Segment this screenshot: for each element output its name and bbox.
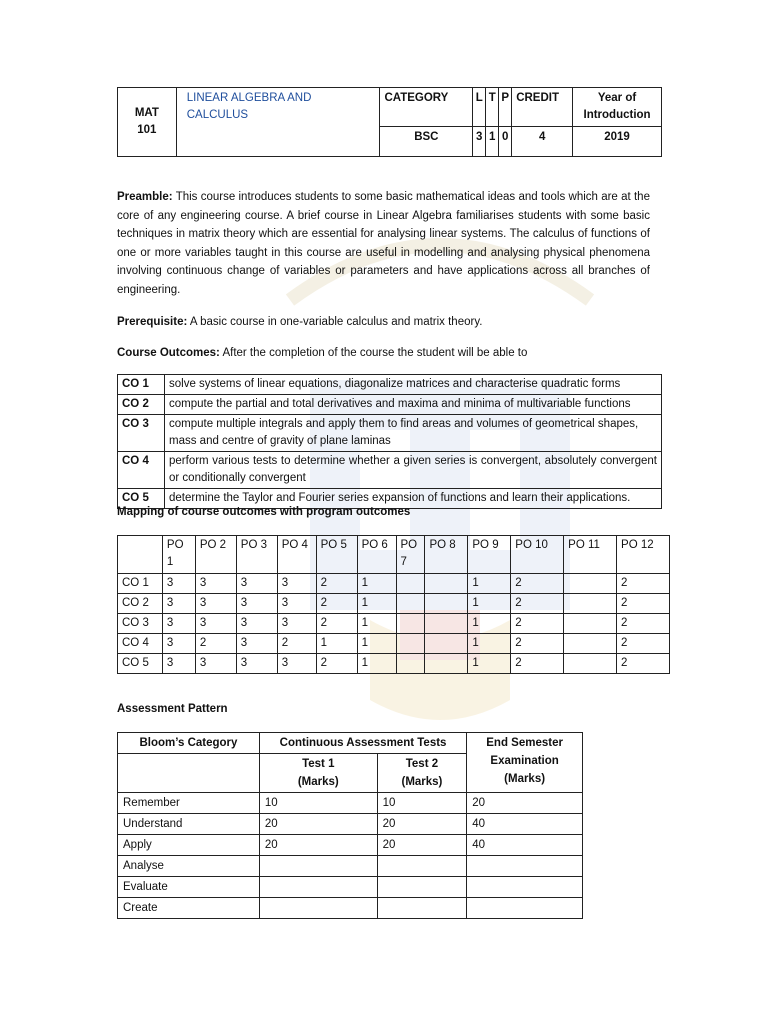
co-text: solve systems of linear equations, diagonalize matrices and characterise quadratic forms (165, 375, 662, 395)
mapping-cell (396, 614, 425, 634)
mapping-cell (396, 574, 425, 594)
assessment-cell (377, 877, 467, 898)
prerequisite-text: A basic course in one-variable calculus and matrix theory. (189, 316, 483, 328)
l-label: L (473, 88, 486, 127)
mapping-cell (425, 654, 468, 674)
assessment-title: Assessment Pattern (117, 703, 228, 715)
mapping-cell: 2 (617, 594, 670, 614)
cat-header: Continuous Assessment Tests (259, 733, 466, 754)
mapping-cell: 3 (277, 614, 316, 634)
mapping-cell: 1 (468, 634, 511, 654)
assessment-cell (377, 898, 467, 919)
mapping-cell (425, 594, 468, 614)
course-outcomes-table (117, 374, 662, 509)
mapping-cell (425, 614, 468, 634)
mapping-cell: 1 (468, 594, 511, 614)
mapping-cell: 2 (617, 614, 670, 634)
mapping-table (117, 535, 670, 674)
co-code: CO 3 (118, 415, 165, 452)
mapping-header-cell: PO 5 (316, 536, 357, 574)
mapping-cell: 3 (195, 574, 236, 594)
mapping-header-cell: PO 2 (195, 536, 236, 574)
credit-value: 4 (512, 127, 573, 157)
assessment-table (117, 732, 583, 919)
prerequisite-label: Prerequisite: (117, 316, 188, 328)
mapping-cell: 2 (316, 574, 357, 594)
mapping-cell: 3 (162, 614, 195, 634)
test1-header (259, 754, 377, 793)
assessment-cell: Remember (118, 793, 260, 814)
assessment-cell: 10 (259, 793, 377, 814)
table-row (118, 415, 662, 452)
mapping-cell: 1 (357, 634, 396, 654)
mapping-cell (564, 594, 617, 614)
mapping-cell: 3 (195, 654, 236, 674)
mapping-header-cell: PO 10 (511, 536, 564, 574)
table-row (118, 898, 583, 919)
course-header-table (117, 87, 662, 157)
blooms-header: Bloom’s Category (118, 733, 260, 754)
co-text: compute the partial and total derivatives and maxima and minima of multivariable functions (165, 395, 662, 415)
table-row (118, 452, 662, 489)
mapping-header-cell (118, 536, 163, 574)
mapping-cell (564, 654, 617, 674)
course-outcomes-text: After the completion of the course the student will be able to (222, 347, 528, 359)
mapping-header-cell: PO 9 (468, 536, 511, 574)
co-code: CO 1 (118, 375, 165, 395)
table-row (118, 877, 583, 898)
assessment-cell (259, 877, 377, 898)
mapping-header-cell: PO 8 (425, 536, 468, 574)
mapping-cell: 3 (162, 594, 195, 614)
mapping-cell (564, 614, 617, 634)
mapping-cell: 2 (511, 654, 564, 674)
mapping-cell: 3 (236, 634, 277, 654)
mapping-cell: 1 (357, 594, 396, 614)
prerequisite-paragraph (117, 313, 650, 332)
mapping-cell (396, 594, 425, 614)
table-row (118, 634, 670, 654)
assessment-cell: 20 (377, 835, 467, 856)
mapping-cell: 2 (277, 634, 316, 654)
mapping-cell: 1 (357, 614, 396, 634)
mapping-cell (425, 574, 468, 594)
assessment-cell: 20 (259, 814, 377, 835)
mapping-title: Mapping of course outcomes with program outcomes (117, 506, 411, 518)
mapping-cell: 2 (195, 634, 236, 654)
mapping-cell (396, 654, 425, 674)
category-value: BSC (380, 127, 473, 157)
mapping-cell: 2 (511, 614, 564, 634)
mapping-cell: 1 (468, 614, 511, 634)
co-text: determine the Taylor and Fourier series expansion of functions and learn their applications. (165, 489, 662, 509)
category-label: CATEGORY (380, 88, 473, 127)
table-row (118, 574, 670, 594)
assessment-cell: Understand (118, 814, 260, 835)
p-value: 0 (499, 127, 512, 157)
test1-line1: Test 1 (302, 758, 335, 770)
preamble-paragraph (117, 188, 650, 299)
end-header-line3: (Marks) (504, 773, 546, 785)
test1-line2: (Marks) (297, 776, 339, 788)
year-label-line2: Introduction (583, 109, 651, 121)
assessment-cell: Create (118, 898, 260, 919)
assessment-cell (467, 856, 583, 877)
co-text: compute multiple integrals and apply them to find areas and volumes of geometrical shapes, mass and centre of gravity of plane laminas (165, 415, 662, 452)
co-code: CO 4 (118, 452, 165, 489)
credit-label: CREDIT (512, 88, 573, 127)
mapping-cell (425, 634, 468, 654)
mapping-cell: 3 (277, 594, 316, 614)
mapping-cell: 1 (468, 574, 511, 594)
table-row (118, 375, 662, 395)
assessment-cell (467, 898, 583, 919)
mapping-cell: 3 (277, 654, 316, 674)
mapping-header-cell: PO 3 (236, 536, 277, 574)
mapping-cell: CO 5 (118, 654, 163, 674)
assessment-cell: Apply (118, 835, 260, 856)
assessment-cell: 10 (377, 793, 467, 814)
preamble-label: Preamble: (117, 191, 173, 203)
mapping-cell: 2 (316, 594, 357, 614)
course-title: LINEAR ALGEBRA AND CALCULUS (176, 88, 380, 157)
assessment-cell: 20 (259, 835, 377, 856)
mapping-cell: CO 4 (118, 634, 163, 654)
mapping-cell: 2 (617, 574, 670, 594)
mapping-header-cell: PO 6 (357, 536, 396, 574)
mapping-cell: 1 (357, 574, 396, 594)
table-row (118, 395, 662, 415)
mapping-cell: CO 1 (118, 574, 163, 594)
assessment-cell (259, 898, 377, 919)
test2-line1: Test 2 (405, 758, 439, 770)
t-label: T (486, 88, 499, 127)
mapping-header-cell: PO 7 (396, 536, 425, 574)
assessment-cell: 20 (467, 793, 583, 814)
mapping-cell: 2 (617, 634, 670, 654)
assessment-cell: 20 (377, 814, 467, 835)
mapping-cell: 3 (195, 614, 236, 634)
mapping-header-cell: PO 4 (277, 536, 316, 574)
mapping-header-cell: PO 1 (162, 536, 195, 574)
mapping-cell: 3 (162, 634, 195, 654)
mapping-cell: 3 (236, 594, 277, 614)
year-label-line1: Year of (597, 92, 637, 104)
mapping-cell: 2 (316, 614, 357, 634)
co-code: CO 5 (118, 489, 165, 509)
table-header-row (118, 733, 583, 754)
assessment-cell (259, 856, 377, 877)
table-row (118, 793, 583, 814)
mapping-cell: 3 (162, 574, 195, 594)
mapping-cell: 2 (316, 654, 357, 674)
mapping-cell: 3 (236, 614, 277, 634)
assessment-cell: Evaluate (118, 877, 260, 898)
mapping-cell: CO 3 (118, 614, 163, 634)
mapping-cell: 2 (511, 594, 564, 614)
mapping-cell: 3 (162, 654, 195, 674)
end-header-line1: End Semester (486, 737, 563, 749)
course-code-line2: 101 (137, 124, 157, 136)
mapping-cell: 1 (468, 654, 511, 674)
assessment-cell: 40 (467, 835, 583, 856)
table-row (118, 654, 670, 674)
year-value: 2019 (573, 127, 662, 157)
table-row (118, 614, 670, 634)
mapping-cell: 2 (617, 654, 670, 674)
table-row (118, 814, 583, 835)
mapping-header-cell: PO 11 (564, 536, 617, 574)
mapping-cell (564, 574, 617, 594)
year-label (573, 88, 662, 127)
mapping-header-cell: PO 12 (617, 536, 670, 574)
assessment-cell (467, 877, 583, 898)
end-semester-header (467, 733, 583, 793)
assessment-cell: 40 (467, 814, 583, 835)
table-row (118, 835, 583, 856)
end-header-line2: Examination (490, 755, 559, 767)
course-outcomes-intro (117, 344, 650, 363)
blooms-blank (118, 754, 260, 793)
co-text: perform various tests to determine whether a given series is convergent, absolutely convergent or conditionally convergent (165, 452, 662, 489)
mapping-cell (564, 634, 617, 654)
test2-line2: (Marks) (401, 776, 443, 788)
mapping-cell: 1 (316, 634, 357, 654)
test2-header (377, 754, 467, 793)
mapping-cell: 2 (511, 574, 564, 594)
mapping-cell: 3 (277, 574, 316, 594)
t-value: 1 (486, 127, 499, 157)
co-code: CO 2 (118, 395, 165, 415)
mapping-cell (396, 634, 425, 654)
p-label: P (499, 88, 512, 127)
assessment-cell (377, 856, 467, 877)
mapping-cell: 1 (357, 654, 396, 674)
table-row (118, 594, 670, 614)
table-header-row (118, 536, 670, 574)
preamble-text: This course introduces students to some basic mathematical ideas and tools which are at the core of any engineering course. A brief course in Linear Algebra familiarises students with some basic techniques in matrix theory which are essential for analysing linear systems. The calculus of functions of one or more variables taught in this course are useful in modelling and analysing physical phenomena involving continuous change of variables or parameters and have applications across all branches of engineering. (117, 191, 650, 296)
mapping-cell: 2 (511, 634, 564, 654)
mapping-cell: CO 2 (118, 594, 163, 614)
mapping-cell: 3 (195, 594, 236, 614)
course-code-cell (118, 88, 177, 157)
mapping-cell: 3 (236, 574, 277, 594)
mapping-cell: 3 (236, 654, 277, 674)
table-row (118, 856, 583, 877)
course-code-line1: MAT (134, 107, 159, 119)
assessment-cell: Analyse (118, 856, 260, 877)
course-outcomes-label: Course Outcomes: (117, 347, 220, 359)
l-value: 3 (473, 127, 486, 157)
